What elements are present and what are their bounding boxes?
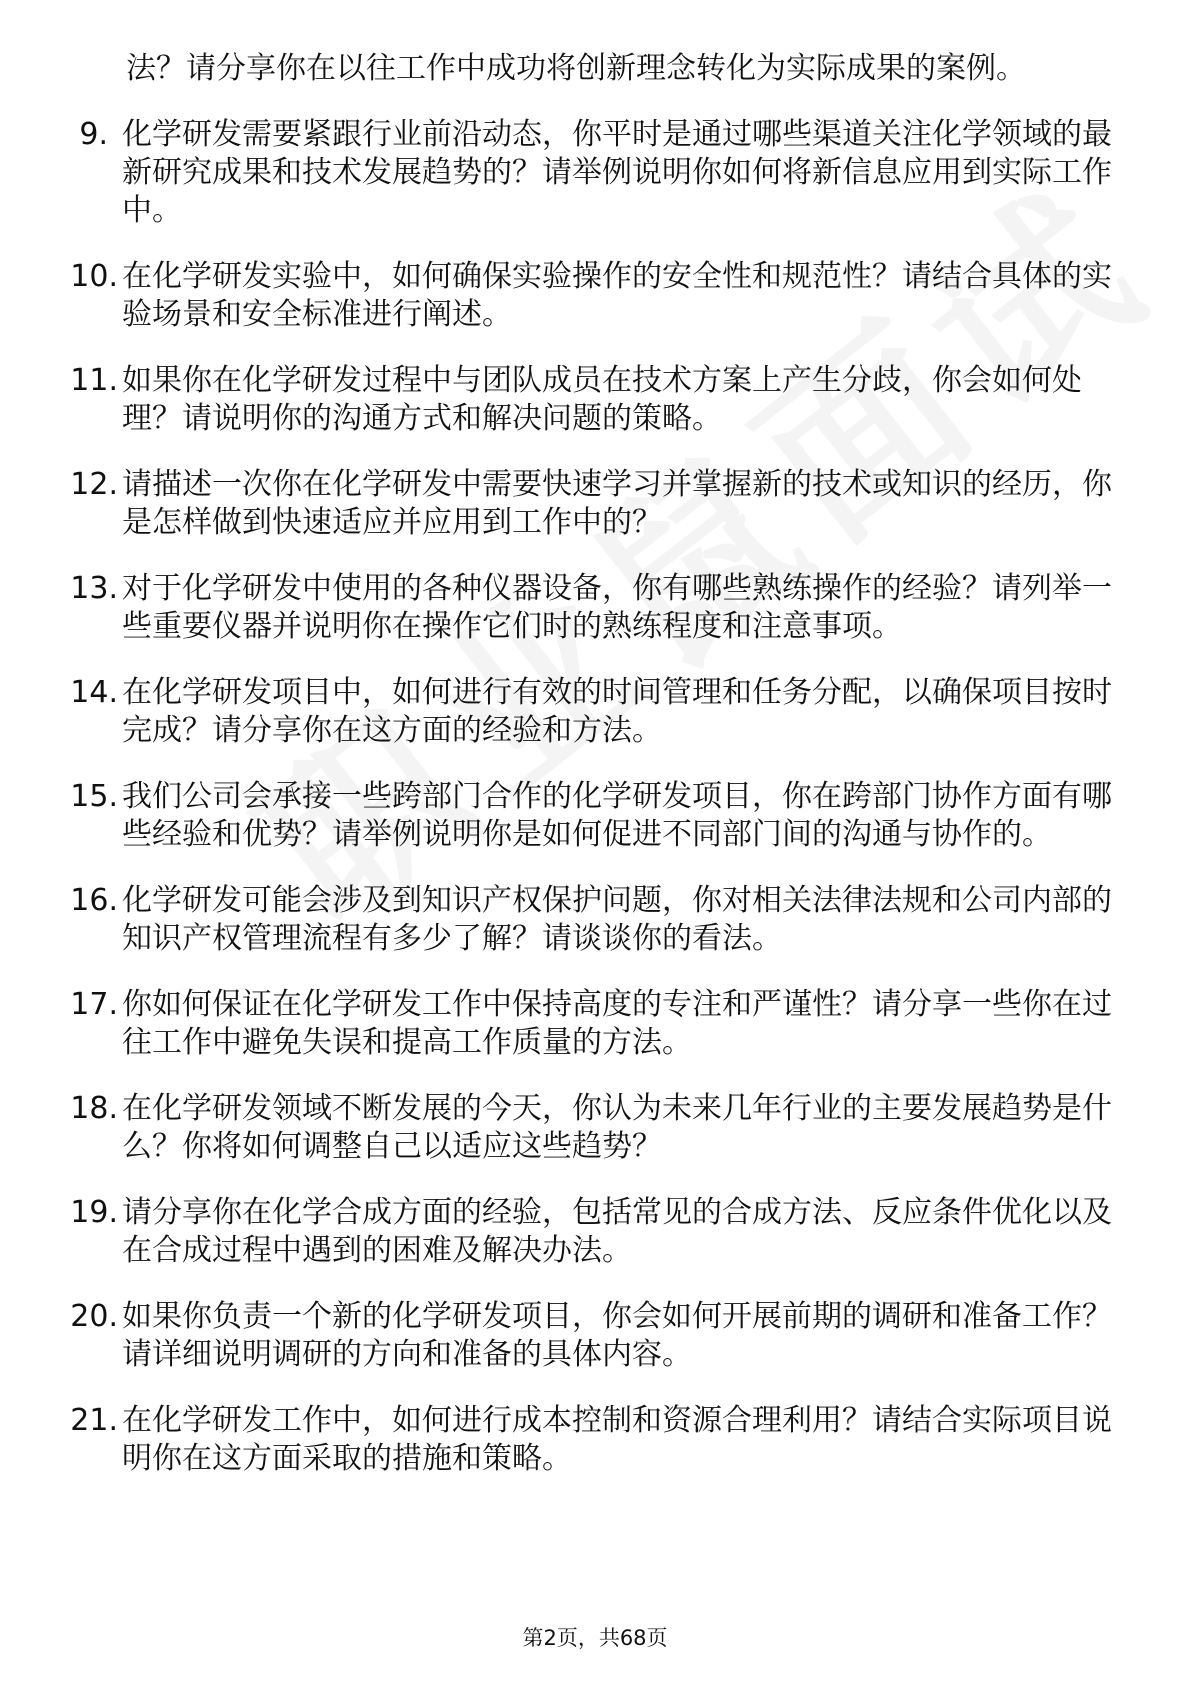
question-text: 请分享你在化学合成方面的经验，包括常见的合成方法、反应条件优化以及在合成过程中遇到的困难及解决办法。 <box>122 1195 1112 1268</box>
question-text: 化学研发可能会涉及到知识产权保护问题，你对相关法律法规和公司内部的知识产权管理流程有多少了解？请谈谈你的看法。 <box>122 883 1112 956</box>
question-text: 在化学研发实验中，如何确保实验操作的安全性和规范性？请结合具体的实验场景和安全标准进行阐述。 <box>122 259 1112 332</box>
question-item-13 <box>0 570 1116 646</box>
question-number: 21. <box>70 1403 118 1438</box>
question-number: 11. <box>70 363 118 398</box>
question-item-17 <box>0 986 1116 1062</box>
question-number: 19. <box>70 1195 118 1230</box>
question-text: 在化学研发领域不断发展的今天，你认为未来几年行业的主要发展趋势是什么？你将如何调整自己以适应这些趋势？ <box>122 1091 1112 1164</box>
question-number: 14. <box>70 675 118 710</box>
question-item-12 <box>0 466 1116 542</box>
question-item-15 <box>0 778 1116 854</box>
question-number: 18. <box>70 1091 118 1126</box>
question-text: 如果你在化学研发过程中与团队成员在技术方案上产生分歧，你会如何处理？请说明你的沟通方式和解决问题的策略。 <box>122 363 1082 436</box>
question-item-16 <box>0 882 1116 958</box>
question-text: 你如何保证在化学研发工作中保持高度的专注和严谨性？请分享一些你在过往工作中避免失误和提高工作质量的方法。 <box>122 987 1112 1060</box>
question-number: 12. <box>70 467 118 502</box>
question-text: 如果你负责一个新的化学研发项目，你会如何开展前期的调研和准备工作？请详细说明调研的方向和准备的具体内容。 <box>122 1299 1112 1372</box>
question-text: 在化学研发项目中，如何进行有效的时间管理和任务分配，以确保项目按时完成？请分享你在这方面的经验和方法。 <box>122 675 1112 748</box>
question-text: 对于化学研发中使用的各种仪器设备，你有哪些熟练操作的经验？请列举一些重要仪器并说明你在操作它们时的熟练程度和注意事项。 <box>122 571 1112 644</box>
question-item-20 <box>0 1298 1116 1374</box>
question-item-18 <box>0 1090 1116 1166</box>
page-number-footer: 第2页，共68页 <box>522 1626 668 1650</box>
question-item-10 <box>0 258 1116 334</box>
question-text: 化学研发需要紧跟行业前沿动态，你平时是通过哪些渠道关注化学领域的最新研究成果和技术发展趋势的？请举例说明你如何将新信息应用到实际工作中。 <box>122 117 1112 228</box>
question-number: 10. <box>70 259 118 294</box>
continued-question-text: 法？请分享你在以往工作中成功将创新理念转化为实际成果的案例。 <box>126 51 1026 86</box>
question-number: 15. <box>70 779 118 814</box>
question-list <box>0 50 1190 1506</box>
question-item-21 <box>0 1402 1116 1478</box>
question-item-11 <box>0 362 1116 438</box>
question-number: 9. <box>79 117 108 152</box>
question-text: 我们公司会承接一些跨部门合作的化学研发项目，你在跨部门协作方面有哪些经验和优势？请举例说明你是如何促进不同部门间的沟通与协作的。 <box>122 779 1112 852</box>
question-item-9 <box>0 116 1116 230</box>
question-item-14 <box>0 674 1116 750</box>
question-item-19 <box>0 1194 1116 1270</box>
question-number: 20. <box>70 1299 118 1334</box>
question-number: 13. <box>70 571 118 606</box>
question-number: 17. <box>70 987 118 1022</box>
question-text: 在化学研发工作中，如何进行成本控制和资源合理利用？请结合实际项目说明你在这方面采取的措施和策略。 <box>122 1403 1112 1476</box>
question-number: 16. <box>70 883 118 918</box>
question-text: 请描述一次你在化学研发中需要快速学习并掌握新的技术或知识的经历，你是怎样做到快速适应并应用到工作中的？ <box>122 467 1112 540</box>
